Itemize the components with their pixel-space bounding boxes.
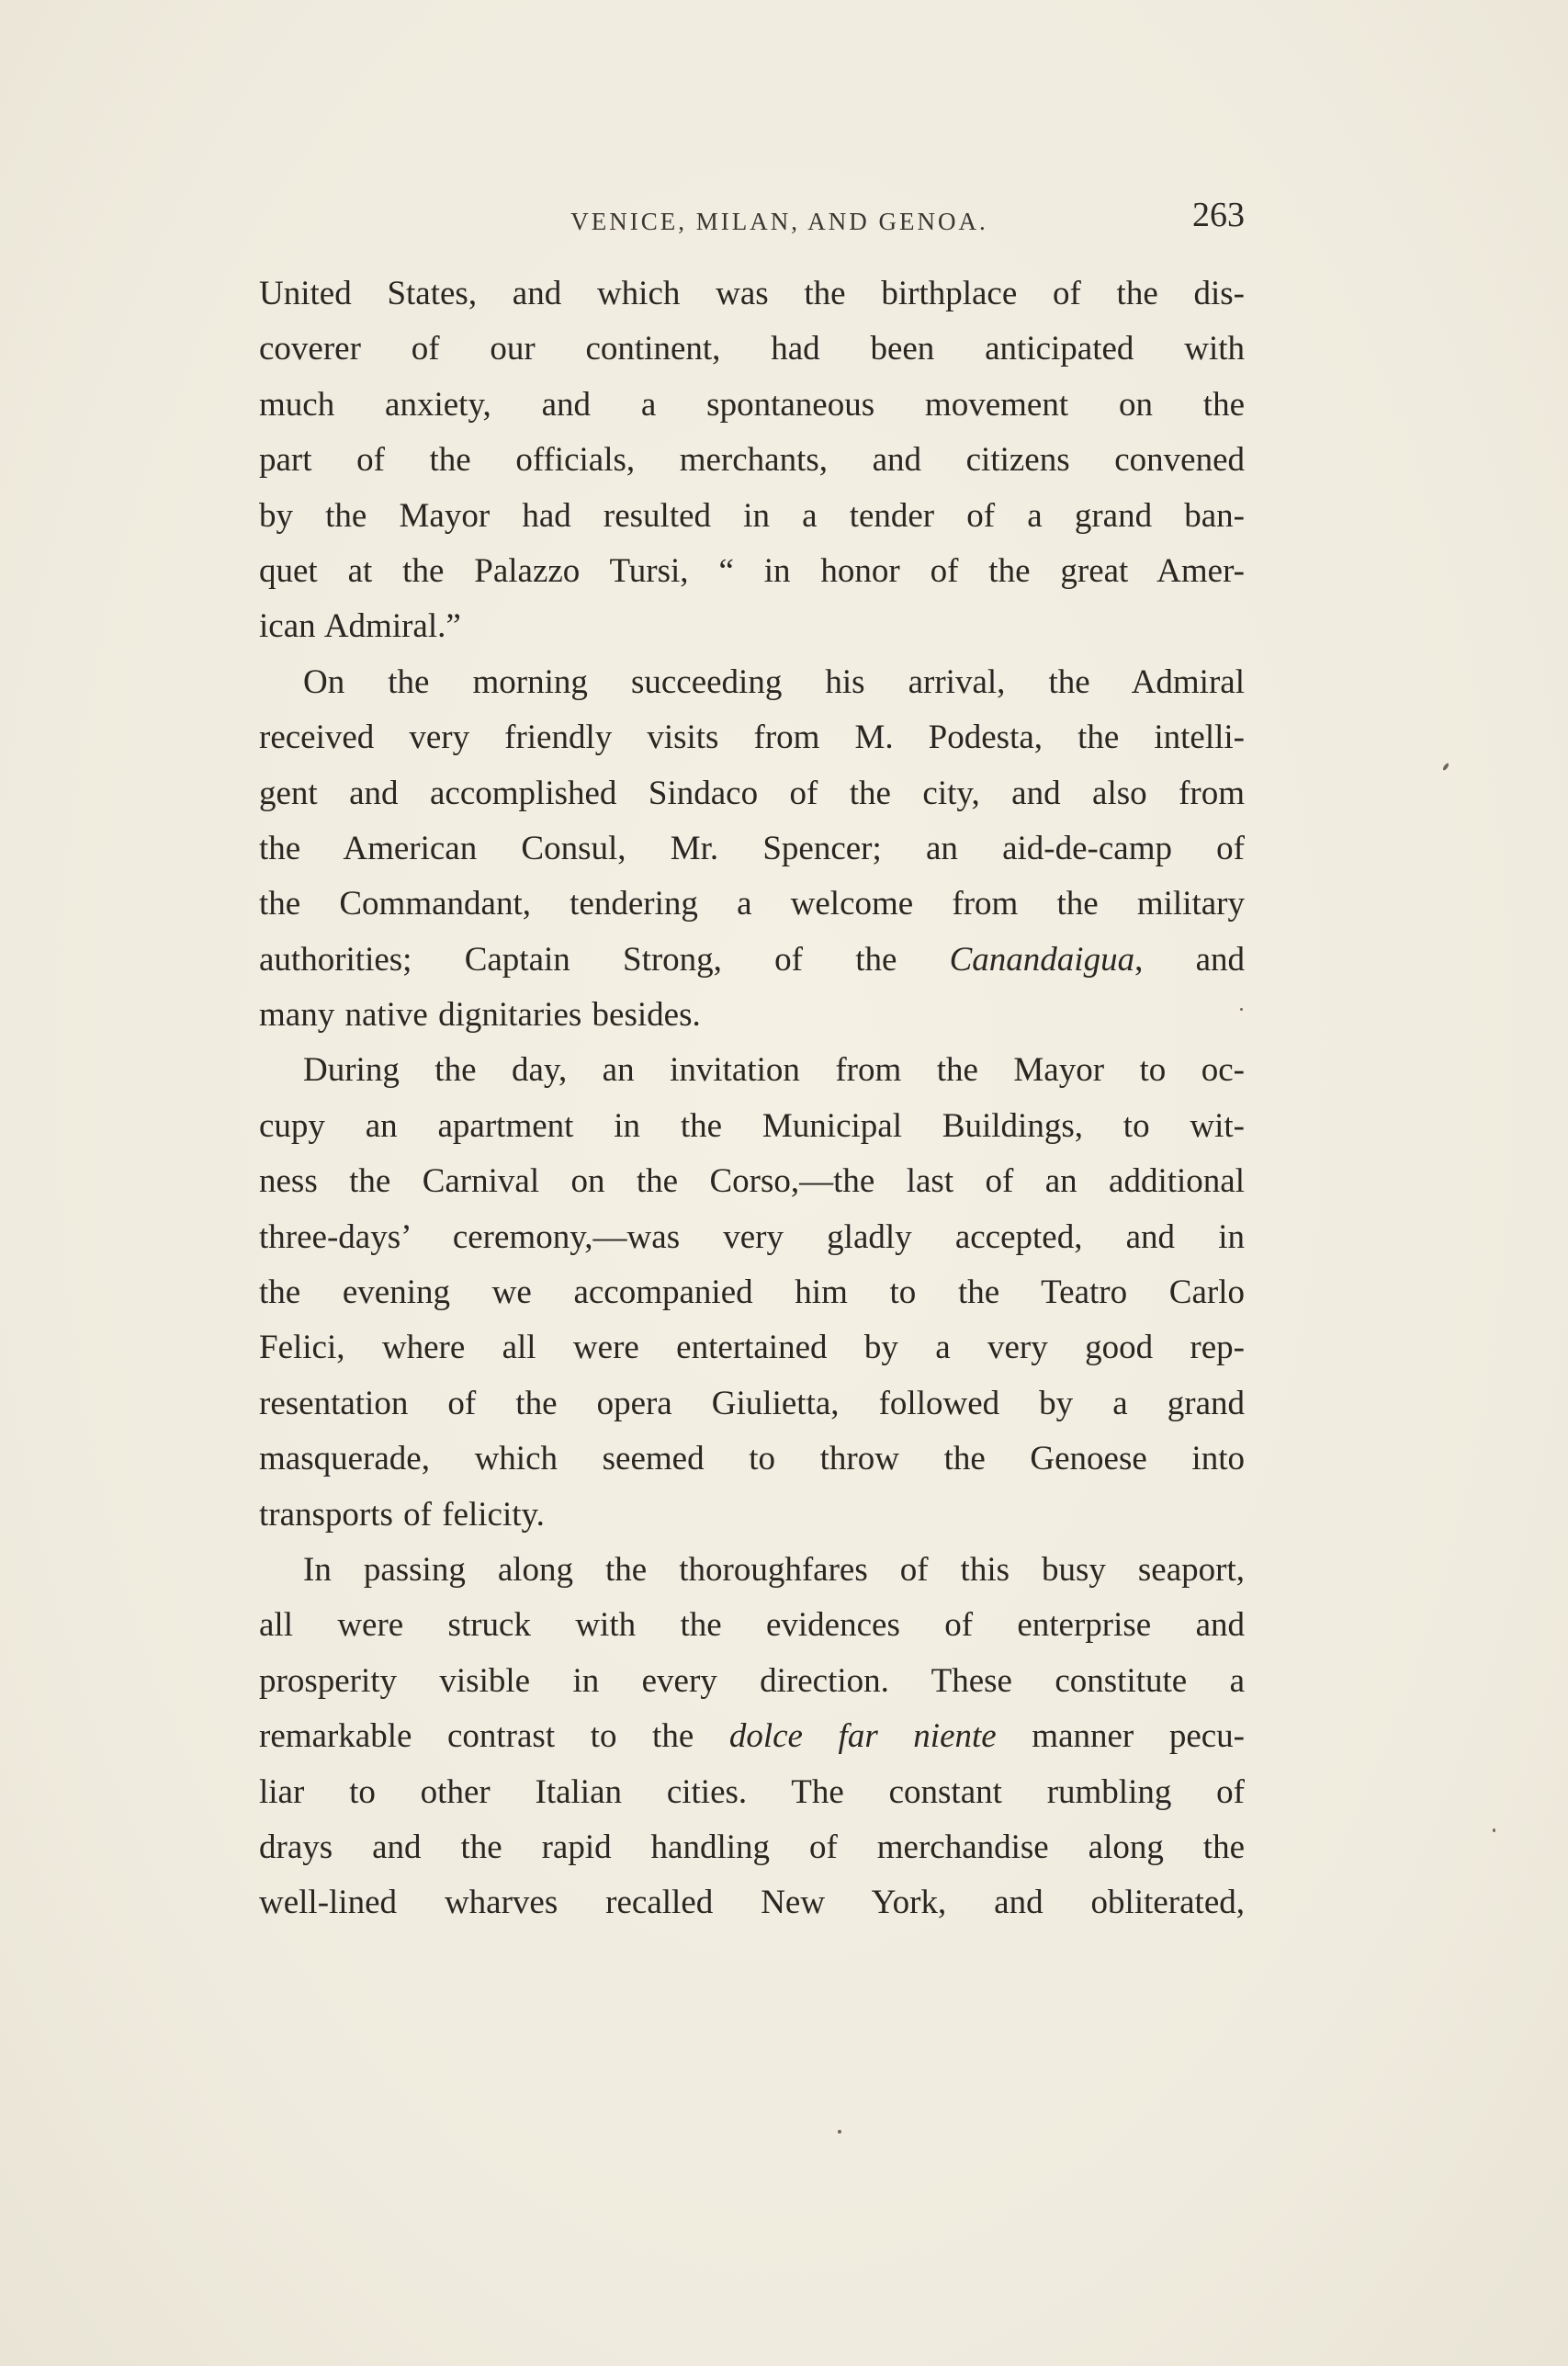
text-line: prosperity visible in every direction. These constitute a bbox=[259, 1661, 1245, 1700]
text-line: by the Mayor had resulted in a tender of a grand ban- bbox=[259, 496, 1245, 535]
paragraph-first-line: On the morning succeeding his arrival, the Admiral bbox=[303, 662, 1245, 701]
ship-name-italic: Canandaigua bbox=[949, 940, 1135, 979]
text-line: liar to other Italian cities. The constant rumbling of bbox=[259, 1772, 1245, 1811]
text-line: the Commandant, tendering a welcome from the military bbox=[259, 885, 1245, 923]
text-line: the American Consul, Mr. Spencer; an aid-de-camp of bbox=[259, 829, 1245, 867]
paragraph-first-line: During the day, an invitation from the Mayor to oc- bbox=[303, 1051, 1245, 1090]
text-line: ness the Carnival on the Corso,—the last of an additional bbox=[259, 1162, 1245, 1201]
text-line bbox=[259, 1709, 1245, 1764]
text-line: United States, and which was the birthplace of the dis- bbox=[259, 275, 1245, 312]
paper-speck bbox=[1240, 1008, 1243, 1011]
text-line: Felici, where all were entertained by a very good rep- bbox=[259, 1329, 1245, 1367]
text-line: ican Admiral.” bbox=[259, 607, 461, 646]
paragraph-first-line: In passing along the thoroughfares of this busy seaport, bbox=[303, 1550, 1245, 1589]
text-line: all were struck with the evidences of enterprise and bbox=[259, 1606, 1245, 1645]
text-line: quet at the Palazzo Tursi, “ in honor of the great Amer- bbox=[259, 551, 1245, 590]
text-line: drays and the rapid handling of merchandise along the bbox=[259, 1828, 1245, 1866]
text-segment: , and bbox=[1134, 940, 1245, 979]
text-line: gent and accomplished Sindaco of the city, and also from bbox=[259, 774, 1245, 812]
text-line bbox=[259, 933, 1245, 988]
text-line: received very friendly visits from M. Podesta, the intelli- bbox=[259, 719, 1245, 757]
text-line: well-lined wharves recalled New York, and obliterated, bbox=[259, 1884, 1245, 1922]
text-line: many native dignitaries besides. bbox=[259, 996, 701, 1035]
body-text bbox=[259, 266, 1245, 1931]
text-line: cupy an apartment in the Municipal Buildings, to wit- bbox=[259, 1106, 1245, 1145]
text-line: resentation of the opera Giulietta, followed by a grand bbox=[259, 1384, 1245, 1422]
text-line: part of the officials, merchants, and citizens convened bbox=[259, 441, 1245, 480]
text-line: the evening we accompanied him to the Teatro Carlo bbox=[259, 1274, 1245, 1312]
phrase-italic: dolce far niente bbox=[728, 1717, 997, 1756]
page-number: 263 bbox=[1192, 196, 1245, 234]
paper-speck bbox=[838, 2130, 841, 2134]
text-segment: remarkable contrast to the bbox=[259, 1717, 729, 1756]
text-segment: authorities; Captain Strong, of the bbox=[259, 940, 950, 979]
text-line: three-days’ ceremony,—was very gladly accepted, and in bbox=[259, 1217, 1245, 1256]
text-line: coverer of our continent, had been anticipated with bbox=[259, 330, 1245, 368]
text-segment: manner pecu- bbox=[996, 1717, 1245, 1756]
text-line: much anxiety, and a spontaneous movement on the bbox=[259, 385, 1245, 424]
running-title: VENICE, MILAN, AND GENOA. bbox=[570, 208, 988, 235]
paper-speck bbox=[1493, 1828, 1495, 1832]
paper-speck bbox=[1442, 763, 1450, 772]
text-line: transports of felicity. bbox=[259, 1495, 545, 1534]
running-head bbox=[259, 195, 1245, 250]
text-line: masquerade, which seemed to throw the Genoese into bbox=[259, 1440, 1245, 1478]
